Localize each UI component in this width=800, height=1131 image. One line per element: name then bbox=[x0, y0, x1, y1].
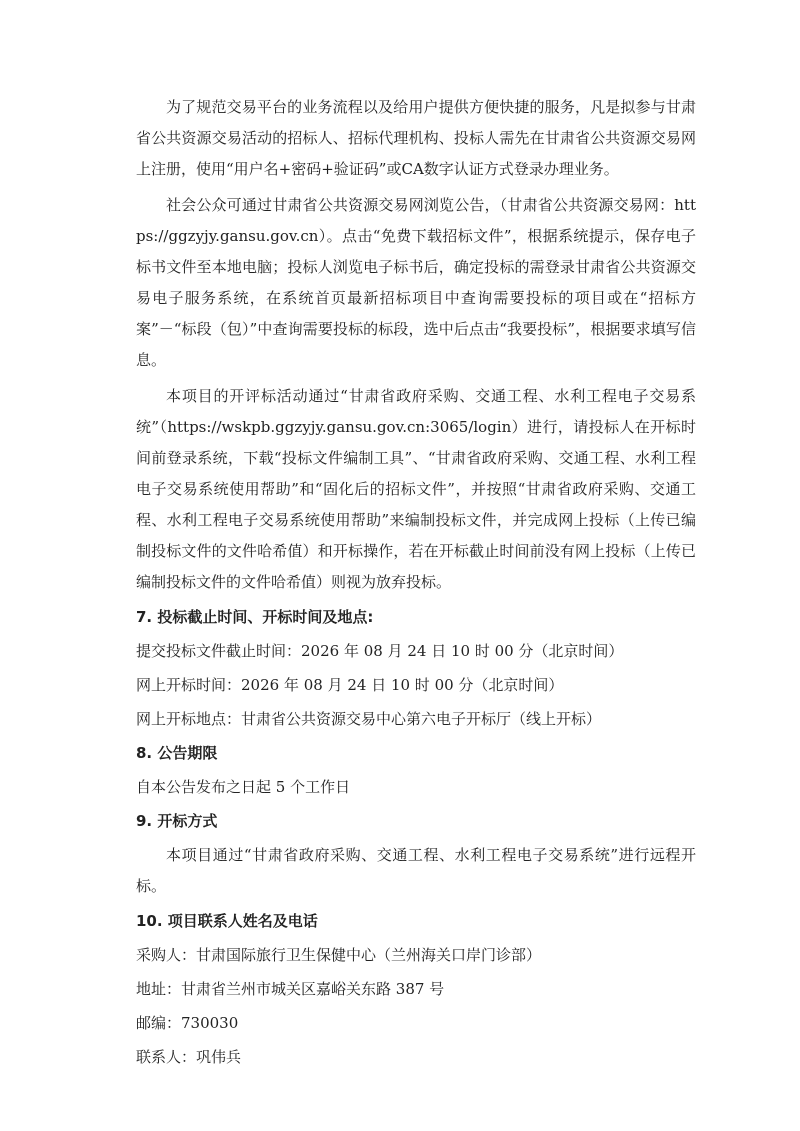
bid-deadline-line: 提交投标文件截止时间：2026 年 08 月 24 日 10 时 00 分（北京时间） bbox=[136, 642, 624, 660]
opening-method-paragraph: 本项目通过“甘肃省政府采购、交通工程、水利工程电子交易系统”进行远程开标。 bbox=[136, 846, 696, 895]
section-7-heading: 7. 投标截止时间、开标时间及地点: bbox=[136, 608, 374, 626]
download-instructions-paragraph: 社会公众可通过甘肃省公共资源交易网浏览公告，（甘肃省公共资源交易网：https://ggzyjy.gansu.gov.cn）。点击“免费下载招标文件”，根据系统提示，保存电子标书文件至本地电脑；投标人浏览电子标书后，确定投标的需登录甘肃省公共资源交易电子服务系统，在系统首页最新招标项目中查询需要投标的项目或在“招标方案”－“标段（包）”中查询需要投标的标段，选中后点击“我要投标”，根据要求填写信息。 bbox=[136, 196, 696, 369]
postcode-line: 邮编：730030 bbox=[136, 1014, 239, 1032]
section-9-heading: 9. 开标方式 bbox=[136, 812, 218, 830]
announcement-period-line: 自本公告发布之日起 5 个工作日 bbox=[136, 778, 351, 796]
document-body bbox=[136, 92, 696, 1076]
address-line: 地址：甘肃省兰州市城关区嘉峪关东路 387 号 bbox=[136, 980, 445, 998]
opening-place-line: 网上开标地点：甘肃省公共资源交易中心第六电子开标厅（线上开标） bbox=[136, 710, 602, 728]
opening-time-line: 网上开标时间：2026 年 08 月 24 日 10 时 00 分（北京时间） bbox=[136, 676, 564, 694]
buyer-line: 采购人：甘肃国际旅行卫生保健中心（兰州海关口岸门诊部） bbox=[136, 946, 542, 964]
contact-person-line: 联系人：巩伟兵 bbox=[136, 1048, 242, 1066]
electronic-bidding-paragraph: 本项目的开评标活动通过“甘肃省政府采购、交通工程、水利工程电子交易系统”（https://wskpb.ggzyjy.gansu.gov.cn:3065/login）进行，请投标人在开标时间前登录系统，下载“投标文件编制工具”、“甘肃省政府采购、交通工程、水利工程电子交易系统使用帮助”和“固化后的招标文件”，并按照“甘肃省政府采购、交通工程、水利工程电子交易系统使用帮助”来编制投标文件，并完成网上投标（上传已编制投标文件的文件哈希值）和开标操作，若在开标截止时间前没有网上投标（上传已编制投标文件的文件哈希值）则视为放弃投标。 bbox=[136, 387, 696, 591]
section-10-heading: 10. 项目联系人姓名及电话 bbox=[136, 912, 318, 930]
registration-paragraph: 为了规范交易平台的业务流程以及给用户提供方便快捷的服务，凡是拟参与甘肃省公共资源交易活动的招标人、招标代理机构、投标人需先在甘肃省公共资源交易网上注册，使用“用户名+密码+验证码”或CA数字认证方式登录办理业务。 bbox=[136, 98, 696, 178]
section-8-heading: 8. 公告期限 bbox=[136, 744, 218, 762]
